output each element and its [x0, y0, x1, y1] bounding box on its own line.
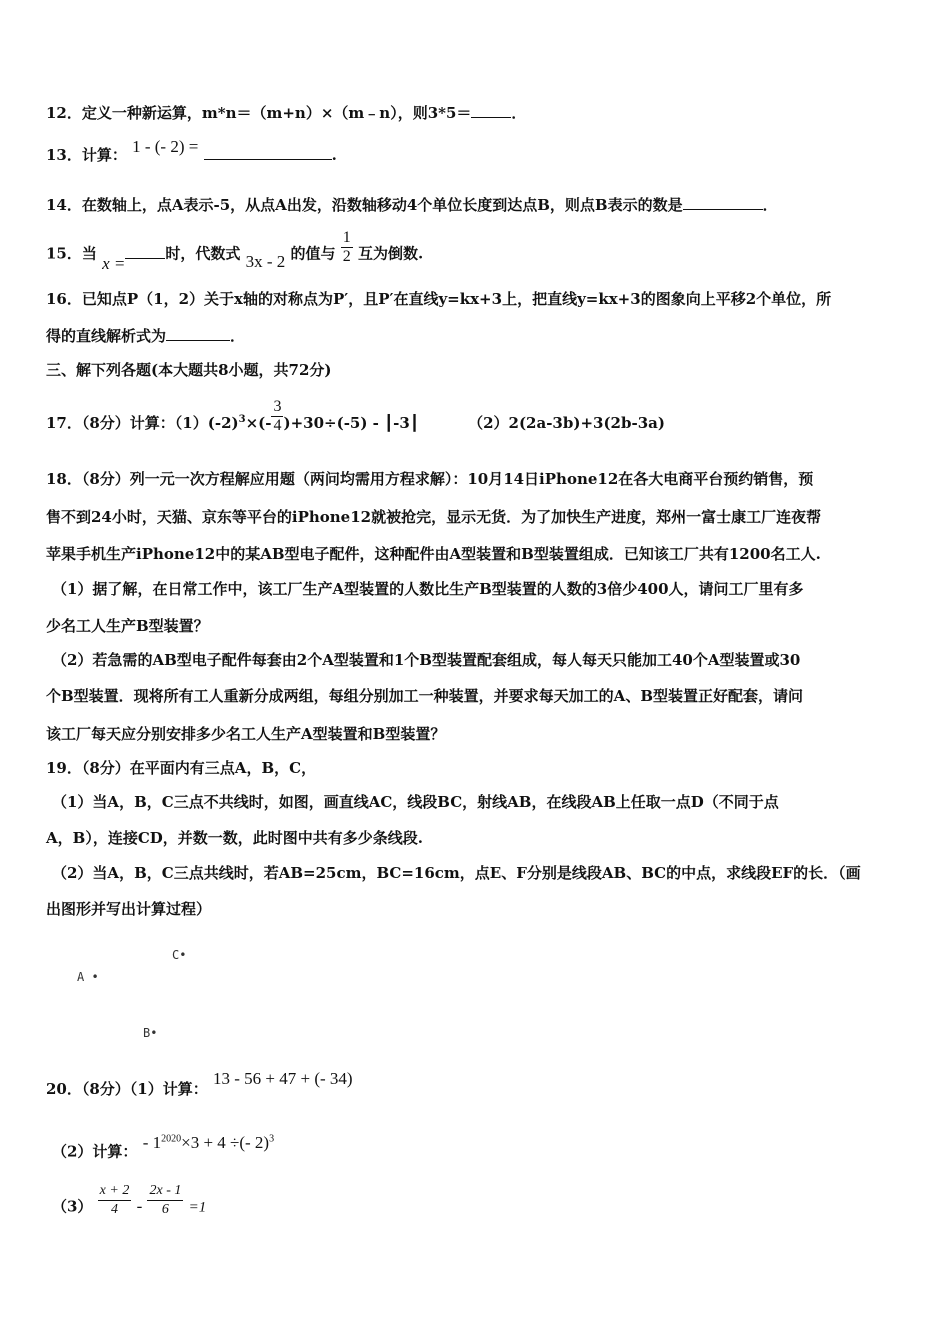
- q19-line4: （2）当A，B，C三点共线时，若AB=25cm，BC=16cm，点E、F分别是线段AB、BC的中点，求线段EF的长．（画: [52, 864, 861, 882]
- q19-line5: 出图形并写出计算过程）: [46, 900, 212, 918]
- q20-f1-den: 4: [111, 1202, 118, 1217]
- q20-fraction-2: [147, 1182, 183, 1219]
- q20-part2: [52, 1132, 275, 1162]
- q18-line2: 售不到24小时，天猫、京东等平台的iPhone12就被抢完，显示无货．为了加快生产进度，郑州一富士康工厂连夜帮: [46, 508, 822, 526]
- q20-expr2-a: - 1: [142, 1132, 162, 1152]
- q17-part2: （2）2(2a-3b)+3(2b-3a): [468, 414, 665, 432]
- q20-f1-num: x + 2: [98, 1182, 132, 1201]
- point-a-label: A •: [77, 970, 99, 984]
- q14-text: 14．在数轴上，点A表示-5，从点A出发，沿数轴移动4个单位长度到达点B，则点B表示的数是: [46, 196, 683, 214]
- q20-part2-label: （2）计算：: [52, 1142, 138, 1161]
- q15-prefix: 15．当: [46, 244, 97, 263]
- section-3-heading: 三、解下列各题(本大题共8小题，共72分): [46, 361, 332, 379]
- q15-frac-num: 1: [342, 229, 351, 246]
- q18-line6: （2）若急需的AB型电子配件每套由2个A型装置和1个B型装置配套组成，每人每天只能加工40个A型装置或30: [52, 651, 801, 669]
- q17-frac-num: 3: [273, 397, 282, 415]
- q15-expression: 3x - 2: [245, 251, 286, 271]
- q17-times: ×(-: [245, 414, 272, 432]
- question-12: [46, 103, 526, 123]
- q15-x-eq: x =: [102, 253, 126, 273]
- q17-rest: )+30÷(-5) - ┃-3┃: [283, 414, 419, 432]
- q20-prefix: 20．（8分）（1）计算：: [46, 1080, 208, 1098]
- q17-fraction: [271, 398, 283, 435]
- q17-exponent: 3: [238, 414, 246, 425]
- q18-line3: 苹果手机生产iPhone12中的某AB型电子配件，这种配件由A型装置和B型装置组成．已知该工厂共有1200名工人.: [46, 545, 821, 563]
- q19-line2: （1）当A，B，C三点不共线时，如图，画直线AC，线段BC，射线AB，在线段AB上任取一点D（不同于点: [52, 793, 779, 811]
- q18-line5: 少名工人生产B型装置？: [46, 617, 209, 635]
- q20-expression-1: 13 - 56 + 47 + (- 34): [212, 1069, 353, 1088]
- q20-expr2-b: ×3 + 4 ÷(- 2): [181, 1132, 270, 1152]
- q19-line1: 19．（8分）在平面内有三点A，B，C，: [46, 759, 317, 777]
- q20-part3-label: （3）: [52, 1197, 93, 1216]
- q20-f2-num: 2x - 1: [147, 1182, 183, 1201]
- q13-end: .: [331, 146, 337, 164]
- question-16-line2: [46, 326, 245, 346]
- point-c-label: C•: [172, 948, 187, 962]
- q15-mid: 时，代数式: [165, 244, 241, 263]
- q18-line4: （1）据了解，在日常工作中，该工厂生产A型装置的人数比生产B型装置的人数的3倍少400人，请问工厂里有多: [52, 580, 804, 598]
- question-13: [46, 137, 337, 165]
- q16-line2-text: 得的直线解析式为: [46, 327, 167, 345]
- q20-part1: [46, 1069, 353, 1099]
- q20-fraction-1: [98, 1182, 132, 1219]
- q12-text: 12．定义一种新运算，m*n＝（m+n）×（m﹣n），则3*5＝: [46, 104, 472, 122]
- question-14: [46, 195, 778, 215]
- q20-f2-den: 6: [161, 1202, 169, 1217]
- q15-fraction: [341, 229, 353, 266]
- q20-minus: -: [136, 1196, 143, 1216]
- q13-expression: 1 - (- 2) =: [132, 137, 199, 156]
- q15-end: 互为倒数.: [358, 244, 424, 263]
- q20-expression-2: [143, 1133, 274, 1152]
- q16-answer-blank[interactable]: [166, 326, 230, 341]
- q14-end: ．: [762, 196, 778, 214]
- q18-line7: 个B型装置．现将所有工人重新分成两组，每组分别加工一种装置，并要求每天加工的A、B型装置正好配套，请问: [46, 687, 803, 705]
- q16-end: ．: [230, 327, 246, 345]
- q17-frac-den: 4: [273, 416, 282, 434]
- q13-answer-blank[interactable]: [204, 145, 332, 160]
- q20-equals: =1: [188, 1199, 207, 1216]
- q16-line1-text: 16．已知点P（1，2）关于x轴的对称点为P′，且P′在直线y=kx+3上，把直线y=kx+3的图象向上平移2个单位，所: [46, 290, 832, 308]
- question-17: [46, 397, 665, 435]
- q18-line1: 18．（8分）列一元一次方程解应用题（两问均需用方程求解）：10月14日iPhone12在各大电商平台预约销售，预: [46, 470, 814, 488]
- q20-part3: [52, 1183, 207, 1219]
- q20-expr2-exp2: 3: [269, 1133, 275, 1144]
- q12-answer-blank[interactable]: [471, 103, 511, 118]
- q12-end: ．: [511, 104, 527, 122]
- q14-answer-blank[interactable]: [683, 195, 763, 210]
- q19-line3: A，B），连接CD，并数一数，此时图中共有多少条线段.: [46, 829, 423, 847]
- q20-expr2-exp: 2020: [161, 1133, 182, 1144]
- q15-after: 的值与: [290, 244, 336, 263]
- question-15: [46, 229, 424, 273]
- q18-line8: 该工厂每天应分别安排多少名工人生产A型装置和B型装置？: [46, 725, 446, 743]
- q15-frac-den: 2: [342, 248, 351, 265]
- q15-answer-blank[interactable]: [125, 244, 165, 259]
- point-b-label: B•: [143, 1026, 158, 1040]
- q13-prefix: 13．计算：: [46, 146, 127, 164]
- q17-prefix: 17．（8分）计算：（1）(-2): [46, 414, 239, 432]
- question-16-line1: [46, 289, 831, 309]
